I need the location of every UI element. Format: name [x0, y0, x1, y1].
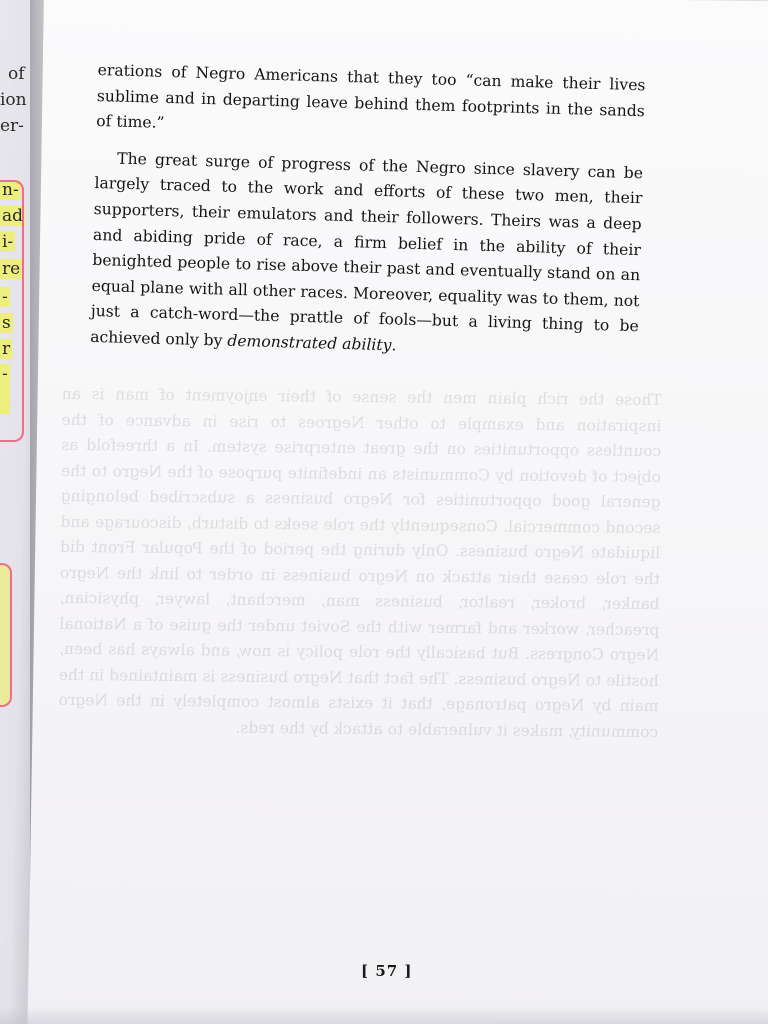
- emphasized-text: demonstrated ability: [227, 331, 392, 355]
- left-page-fragment: of: [8, 64, 25, 84]
- left-page-fragment: n-: [2, 180, 19, 200]
- paragraph: erations of Negro Americans that they too “can make their lives sublime and in departing leave behind them footprints in the sands of time.”: [95, 60, 646, 133]
- pink-marker-bracket: [0, 180, 24, 442]
- left-page-fragment: er-: [0, 116, 24, 136]
- paragraph-text: The great surge of progress of the Negro since slavery can be largely traced to the work and efforts of these two men, their supporters, their emulators and their followers. Theirs was a deep and abiding pride of race, a firm belief in the ability of their benighted people to rise above their past and eventually stand on an equal plane with all other races. Moreover, equality was to them, not just a catch-word—the prattle of fools—but a living thing to be achieved only by: [89, 149, 644, 350]
- page-number: [ 57 ]: [361, 962, 413, 980]
- left-page-fragment: ion: [0, 90, 27, 110]
- paragraph-end: .: [391, 336, 397, 355]
- paragraph: [90, 146, 644, 366]
- left-page-fragment: re: [2, 259, 21, 279]
- page-body: [90, 58, 646, 366]
- left-page-fragment: -: [2, 287, 8, 307]
- pink-marker-bracket: [0, 563, 12, 707]
- left-page-fragment: ad: [2, 206, 24, 226]
- left-page-fragment: -: [0, 364, 10, 414]
- left-page-fragment: i-: [2, 232, 14, 252]
- left-page-fragment: r: [2, 339, 11, 359]
- left-page-fragment: s: [2, 313, 11, 333]
